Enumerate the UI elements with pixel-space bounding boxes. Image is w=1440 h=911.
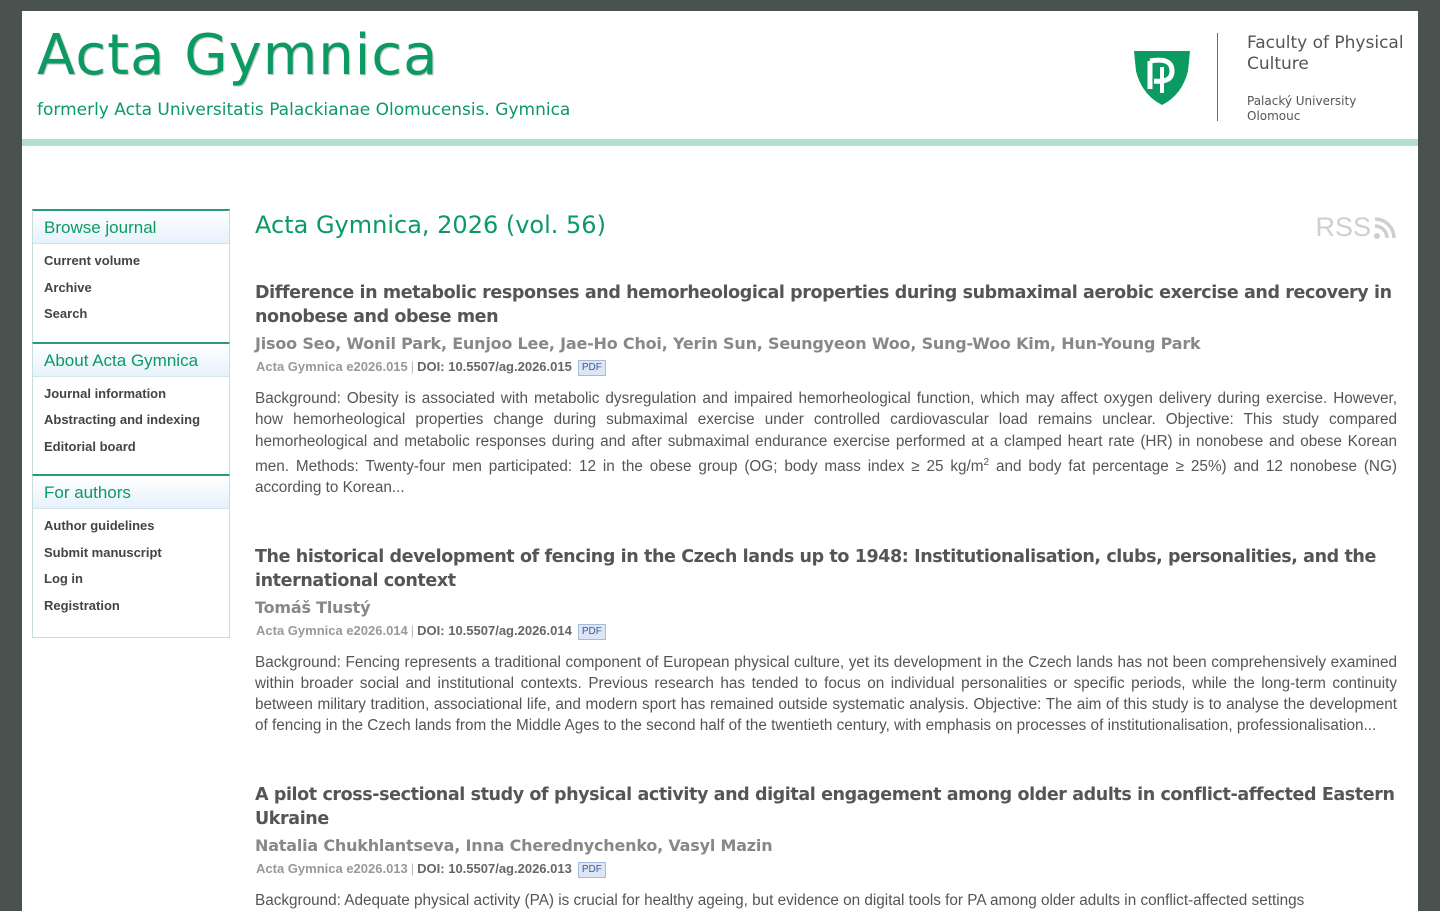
sidebar-item-abstracting-indexing[interactable]: Abstracting and indexing <box>44 412 201 427</box>
sidebar-list <box>33 509 229 633</box>
sidebar-item-journal-information[interactable]: Journal information <box>44 385 167 401</box>
pdf-download-button[interactable]: PDF <box>578 862 606 878</box>
abstract-text: Background: Fencing represents a traditional component of European physical culture, yet its development in the Czech lands has not been comprehensively examined within broader social and institutional contexts. Previous research has tended to focus on individual personalities or specific periods, while the long-term continuity between military tradition, associational life, and modern sport has remained outside systematic analysis. Objective: The aim of this study is to analyse the development of fencing in the Czech lands from the Middle Ages to the second half of the twentieth century, with emphasis on processes of institutionalisation, professionalisation... <box>255 653 1397 735</box>
article-citation: Acta Gymnica e2026.014 <box>256 622 408 638</box>
header-divider-bar <box>22 139 1418 146</box>
sidebar-heading: For authors <box>33 476 229 509</box>
university-name[interactable]: Palacký University Olomouc <box>1247 94 1357 123</box>
article-authors: Natalia Chukhlantseva, Inna Cherednychenko, Vasyl Mazin <box>255 835 773 855</box>
abstract-text: Background: Adequate physical activity (PA) is crucial for healthy ageing, but evidence on digital tools for PA among older adults in conflict-affected settings <box>255 891 1305 909</box>
site-header <box>22 11 1418 139</box>
article-doi[interactable]: DOI: 10.5507/ag.2026.015 <box>417 359 572 374</box>
page <box>22 11 1418 911</box>
abstract-text: Background: Obesity is associated with metabolic dysregulation and impaired hemorheological function, which may affect oxygen delivery during exercise. However, how hemorheological properties change during submaximal exercise under controlled cardiovascular load remains unclear. Objective: This study compared hemorheological and metabolic responses during and after submaximal endurance exercise performed at a clamped heart rate (HR) in nonobese and obese Korean men. Methods: Twenty-four men participated: 12 in the obese group (OG; body mass index ≥ 25 kg/m <box>255 390 1397 475</box>
sidebar-list <box>33 244 229 342</box>
sidebar-item-registration[interactable]: Registration <box>44 597 120 613</box>
article-list <box>255 281 1397 911</box>
sidebar-item-author-guidelines[interactable]: Author guidelines <box>44 518 155 533</box>
sidebar-item-log-in[interactable]: Log in <box>44 571 83 586</box>
article-citation: Acta Gymnica e2026.013 <box>256 860 408 876</box>
article-authors: Jisoo Seo, Wonil Park, Eunjoo Lee, Jae-Ho Choi, Yerin Sun, Seungyeon Woo, Sung-Woo Kim, Hun-Young Park <box>255 334 1201 353</box>
sidebar-section-authors <box>32 474 230 638</box>
meta-separator: | <box>410 359 415 374</box>
article-meta <box>255 622 1397 640</box>
article-authors: Tomáš Tlustý <box>255 597 371 617</box>
volume-title: Acta Gymnica, 2026 (vol. 56) <box>255 211 606 239</box>
journal-title[interactable]: Acta Gymnica <box>37 23 439 88</box>
article-abstract <box>255 388 1397 499</box>
pdf-download-button[interactable]: PDF <box>578 360 606 376</box>
rss-label: RSS <box>1315 212 1371 242</box>
article-citation: Acta Gymnica e2026.015 <box>256 359 408 374</box>
meta-separator: | <box>410 860 415 876</box>
sidebar-item-current-volume[interactable]: Current volume <box>44 253 141 268</box>
article-title[interactable]: A pilot cross-sectional study of physical activity and digital engagement among older adults in conflict-affected Eastern Ukraine <box>255 784 1395 829</box>
article-meta <box>255 860 1397 878</box>
sidebar-item-search[interactable]: Search <box>44 306 88 321</box>
article-meta <box>255 358 1397 376</box>
article-doi[interactable]: DOI: 10.5507/ag.2026.014 <box>417 622 572 638</box>
sidebar-list <box>33 377 229 475</box>
sidebar-heading: About Acta Gymnica <box>33 344 229 377</box>
sidebar <box>32 209 230 638</box>
sidebar-heading: Browse journal <box>33 211 229 244</box>
sidebar-section-about <box>32 342 230 476</box>
rss-feed-icon <box>1373 216 1397 240</box>
article-abstract <box>255 652 1397 737</box>
abstract-text-continued: and body fat percentage ≥ 25%) and 12 nonobese (NG) according to Korean... <box>255 457 1397 497</box>
article-abstract <box>255 890 1397 911</box>
faculty-name[interactable]: Faculty of Physical Culture <box>1247 33 1404 74</box>
article-item <box>255 281 1397 499</box>
sidebar-item-archive[interactable]: Archive <box>44 279 92 295</box>
article-title[interactable]: Difference in metabolic responses and hemorheological properties during submaximal aerobic exercise and recovery in nonobese and obese men <box>255 283 1392 327</box>
sidebar-section-browse <box>32 209 230 343</box>
sidebar-item-submit-manuscript[interactable]: Submit manuscript <box>44 544 162 560</box>
journal-subtitle: formerly Acta Universitatis Palackianae Olomucensis. Gymnica <box>37 100 571 120</box>
pdf-download-button[interactable]: PDF <box>578 624 606 640</box>
article-doi[interactable]: DOI: 10.5507/ag.2026.013 <box>417 860 572 876</box>
article-item <box>255 783 1397 911</box>
palacky-university-shield-icon[interactable] <box>1132 47 1192 107</box>
logo-divider <box>1217 33 1218 121</box>
rss-link[interactable] <box>1315 212 1397 243</box>
article-title[interactable]: The historical development of fencing in the Czech lands up to 1948: Institutionalisation, clubs, personalities, and the international context <box>255 546 1376 591</box>
article-item <box>255 545 1397 737</box>
meta-separator: | <box>410 622 415 638</box>
abstract-superscript: 2 <box>983 456 990 468</box>
sidebar-item-editorial-board[interactable]: Editorial board <box>44 438 136 454</box>
